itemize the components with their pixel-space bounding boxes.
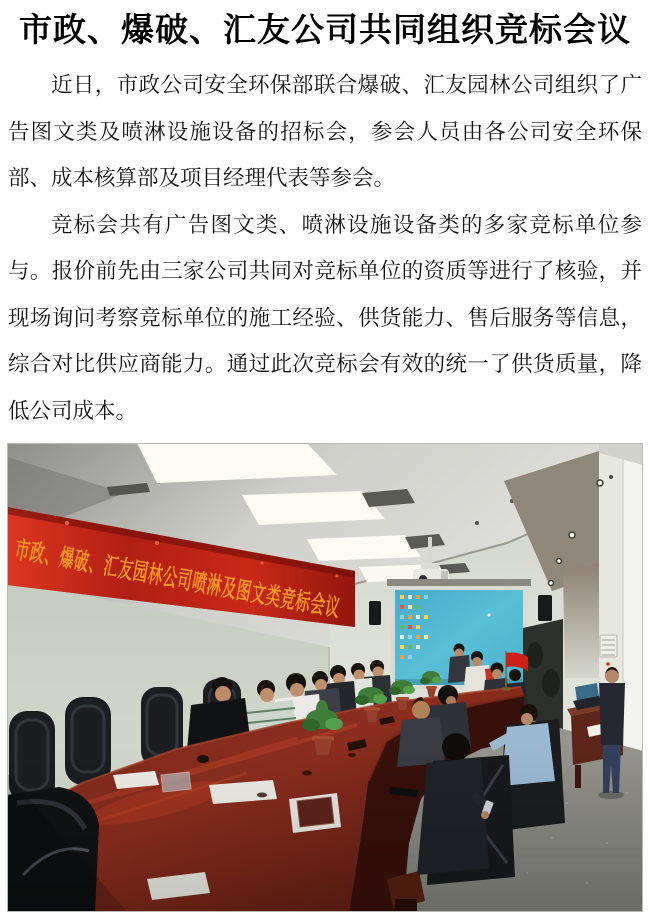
banner-text: 市政、爆破、汇友园林公司喷淋及图文类竞标会议 [13,535,343,622]
wall-pillar [563,563,599,678]
paragraph-2: 竞标会共有广告图文类、喷淋设施设备类的多家竞标单位参与。报价前先由三家公司共同对竞标单位的资质等进行了核验，并现场询问考察竞标单位的施工经验、供货能力、售后服务等信息，综合对比供应商能力。通过此次竞标会有效的统一了供货质量，降低公司成本。 [8,202,642,435]
article-page [0,10,650,912]
article-body [0,62,650,434]
paragraph-1: 近日，市政公司安全环保部联合爆破、汇友园林公司组织了广告图文类及喷淋设施设备的招标会，参会人员由各公司安全环保部、成本核算部及项目经理代表等参会。 [8,62,642,202]
meeting-room-photo [7,443,643,912]
meeting-photo-container [7,443,643,912]
page-title: 市政、爆破、汇友公司共同组织竞标会议 [6,10,644,50]
